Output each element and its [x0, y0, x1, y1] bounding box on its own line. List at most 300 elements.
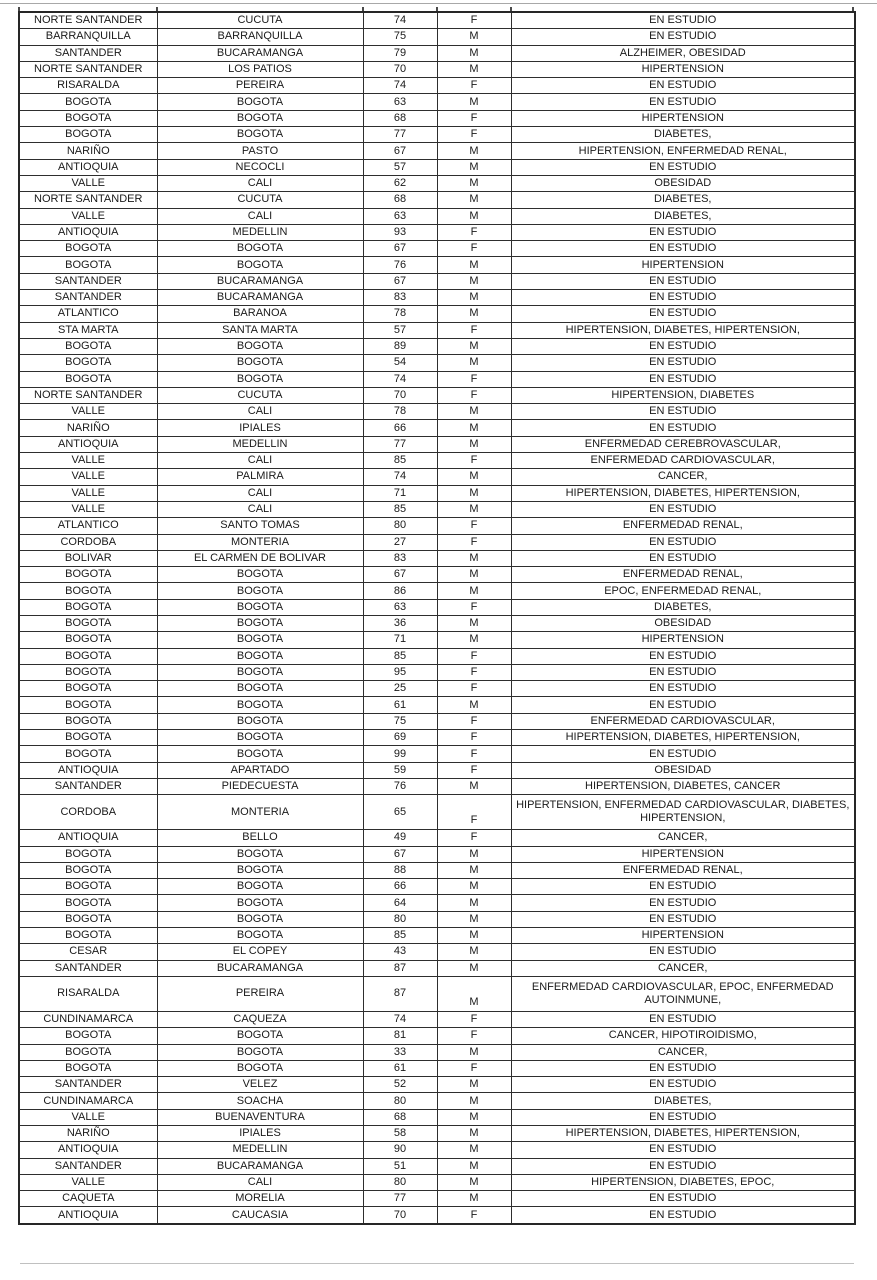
- sex-cell: M: [437, 1158, 511, 1174]
- table-row: [19, 94, 855, 110]
- department-cell: SANTANDER: [19, 273, 157, 289]
- department-cell: BOGOTA: [19, 664, 157, 680]
- department-cell: VALLE: [19, 453, 157, 469]
- table-row: [19, 208, 855, 224]
- city-cell: CUCUTA: [157, 12, 363, 29]
- age-cell: 67: [363, 143, 437, 159]
- table-row: [19, 928, 855, 944]
- sex-cell: F: [437, 713, 511, 729]
- condition-cell: EN ESTUDIO: [511, 648, 855, 664]
- age-cell: 68: [363, 192, 437, 208]
- city-cell: BOGOTA: [157, 681, 363, 697]
- table-row: [19, 453, 855, 469]
- table-row: [19, 387, 855, 403]
- department-cell: STA MARTA: [19, 322, 157, 338]
- city-cell: BARRANQUILLA: [157, 29, 363, 45]
- condition-cell: EN ESTUDIO: [511, 681, 855, 697]
- condition-cell: HIPERTENSION, DIABETES, HIPERTENSION,: [511, 485, 855, 501]
- city-cell: CALI: [157, 501, 363, 517]
- sex-cell: M: [437, 632, 511, 648]
- department-cell: ANTIOQUIA: [19, 159, 157, 175]
- condition-cell: HIPERTENSION: [511, 846, 855, 862]
- sex-cell: M: [437, 960, 511, 976]
- age-cell: 68: [363, 110, 437, 126]
- department-cell: BOGOTA: [19, 257, 157, 273]
- department-cell: BOGOTA: [19, 928, 157, 944]
- age-cell: 54: [363, 355, 437, 371]
- department-cell: BOGOTA: [19, 127, 157, 143]
- department-cell: SANTANDER: [19, 960, 157, 976]
- department-cell: BOGOTA: [19, 697, 157, 713]
- sex-cell: F: [437, 127, 511, 143]
- table-row: [19, 1142, 855, 1158]
- age-cell: 51: [363, 1158, 437, 1174]
- sex-cell: M: [437, 420, 511, 436]
- age-cell: 67: [363, 273, 437, 289]
- department-cell: CUNDINAMARCA: [19, 1011, 157, 1027]
- age-cell: 80: [363, 518, 437, 534]
- department-cell: NARIÑO: [19, 1126, 157, 1142]
- sex-cell: F: [437, 12, 511, 29]
- age-cell: 74: [363, 469, 437, 485]
- department-cell: BOGOTA: [19, 355, 157, 371]
- age-cell: 80: [363, 1174, 437, 1190]
- condition-cell: HIPERTENSION: [511, 110, 855, 126]
- condition-cell: EN ESTUDIO: [511, 94, 855, 110]
- city-cell: VELEZ: [157, 1077, 363, 1093]
- sex-cell: M: [437, 928, 511, 944]
- sex-cell: F: [437, 830, 511, 846]
- age-cell: 36: [363, 615, 437, 631]
- city-cell: BOGOTA: [157, 648, 363, 664]
- city-cell: BOGOTA: [157, 730, 363, 746]
- age-cell: 61: [363, 1060, 437, 1076]
- condition-cell: ENFERMEDAD RENAL,: [511, 862, 855, 878]
- department-cell: BOGOTA: [19, 1028, 157, 1044]
- department-cell: NARIÑO: [19, 143, 157, 159]
- city-cell: SANTO TOMAS: [157, 518, 363, 534]
- sex-cell: M: [437, 175, 511, 191]
- condition-cell: HIPERTENSION: [511, 61, 855, 77]
- condition-cell: HIPERTENSION, DIABETES, EPOC,: [511, 1174, 855, 1190]
- age-cell: 83: [363, 550, 437, 566]
- condition-cell: HIPERTENSION: [511, 632, 855, 648]
- department-cell: SANTANDER: [19, 45, 157, 61]
- age-cell: 25: [363, 681, 437, 697]
- condition-cell: EN ESTUDIO: [511, 78, 855, 94]
- table-row: [19, 1077, 855, 1093]
- city-cell: IPIALES: [157, 420, 363, 436]
- condition-cell: EN ESTUDIO: [511, 534, 855, 550]
- sex-cell: M: [437, 61, 511, 77]
- age-cell: 49: [363, 830, 437, 846]
- table-row: [19, 534, 855, 550]
- department-cell: BOGOTA: [19, 846, 157, 862]
- condition-cell: EN ESTUDIO: [511, 1011, 855, 1027]
- condition-cell: CANCER,: [511, 469, 855, 485]
- age-cell: 71: [363, 485, 437, 501]
- city-cell: BUCARAMANGA: [157, 45, 363, 61]
- sex-cell: M: [437, 273, 511, 289]
- table-row: [19, 404, 855, 420]
- department-cell: VALLE: [19, 501, 157, 517]
- age-cell: 87: [363, 976, 437, 1011]
- sex-cell: F: [437, 762, 511, 778]
- age-cell: 85: [363, 453, 437, 469]
- city-cell: EL CARMEN DE BOLIVAR: [157, 550, 363, 566]
- age-cell: 80: [363, 1093, 437, 1109]
- condition-cell: EN ESTUDIO: [511, 1207, 855, 1224]
- condition-cell: ALZHEIMER, OBESIDAD: [511, 45, 855, 61]
- table-row: [19, 127, 855, 143]
- table-row: [19, 322, 855, 338]
- age-cell: 63: [363, 94, 437, 110]
- city-cell: APARTADO: [157, 762, 363, 778]
- condition-cell: HIPERTENSION, DIABETES, HIPERTENSION,: [511, 730, 855, 746]
- city-cell: BOGOTA: [157, 1044, 363, 1060]
- table-row: [19, 830, 855, 846]
- sex-cell: F: [437, 1011, 511, 1027]
- city-cell: BOGOTA: [157, 257, 363, 273]
- department-cell: VALLE: [19, 208, 157, 224]
- city-cell: BOGOTA: [157, 583, 363, 599]
- age-cell: 90: [363, 1142, 437, 1158]
- city-cell: MEDELLIN: [157, 436, 363, 452]
- sex-cell: M: [437, 501, 511, 517]
- department-cell: BOGOTA: [19, 911, 157, 927]
- city-cell: BOGOTA: [157, 127, 363, 143]
- sex-cell: F: [437, 1060, 511, 1076]
- city-cell: BOGOTA: [157, 911, 363, 927]
- age-cell: 74: [363, 12, 437, 29]
- sex-cell: M: [437, 1142, 511, 1158]
- sex-cell: M: [437, 846, 511, 862]
- city-cell: BUCARAMANGA: [157, 290, 363, 306]
- sex-cell: M: [437, 94, 511, 110]
- sex-cell: M: [437, 944, 511, 960]
- condition-cell: DIABETES,: [511, 208, 855, 224]
- table-row: [19, 944, 855, 960]
- department-cell: VALLE: [19, 1109, 157, 1125]
- city-cell: BOGOTA: [157, 371, 363, 387]
- department-cell: VALLE: [19, 175, 157, 191]
- city-cell: SANTA MARTA: [157, 322, 363, 338]
- condition-cell: DIABETES,: [511, 1093, 855, 1109]
- age-cell: 88: [363, 862, 437, 878]
- sex-cell: F: [437, 795, 511, 830]
- sex-cell: F: [437, 599, 511, 615]
- city-cell: LOS PATIOS: [157, 61, 363, 77]
- condition-cell: EN ESTUDIO: [511, 338, 855, 354]
- city-cell: MONTERIA: [157, 534, 363, 550]
- department-cell: NORTE SANTANDER: [19, 61, 157, 77]
- city-cell: BOGOTA: [157, 1028, 363, 1044]
- cropped-row-artifact-top: [0, 3, 877, 4]
- sex-cell: M: [437, 469, 511, 485]
- table-row: [19, 664, 855, 680]
- sex-cell: M: [437, 159, 511, 175]
- age-cell: 74: [363, 1011, 437, 1027]
- table-row: [19, 632, 855, 648]
- department-cell: CESAR: [19, 944, 157, 960]
- city-cell: CALI: [157, 208, 363, 224]
- age-cell: 76: [363, 257, 437, 273]
- sex-cell: M: [437, 355, 511, 371]
- table-row: [19, 730, 855, 746]
- department-cell: BOGOTA: [19, 583, 157, 599]
- table-row: [19, 713, 855, 729]
- condition-cell: CANCER,: [511, 1044, 855, 1060]
- condition-cell: ENFERMEDAD CARDIOVASCULAR, EPOC, ENFERMEDAD AUTOINMUNE,: [511, 976, 855, 1011]
- condition-cell: EN ESTUDIO: [511, 224, 855, 240]
- table-row: [19, 879, 855, 895]
- department-cell: ANTIOQUIA: [19, 436, 157, 452]
- table-row: [19, 257, 855, 273]
- sex-cell: M: [437, 1191, 511, 1207]
- department-cell: ANTIOQUIA: [19, 1207, 157, 1224]
- age-cell: 63: [363, 208, 437, 224]
- table-row: [19, 110, 855, 126]
- department-cell: SANTANDER: [19, 778, 157, 794]
- condition-cell: HIPERTENSION, ENFERMEDAD RENAL,: [511, 143, 855, 159]
- age-cell: 77: [363, 127, 437, 143]
- table-row: [19, 648, 855, 664]
- condition-cell: HIPERTENSION: [511, 928, 855, 944]
- condition-cell: EN ESTUDIO: [511, 550, 855, 566]
- condition-cell: EN ESTUDIO: [511, 1077, 855, 1093]
- table-row: [19, 1158, 855, 1174]
- condition-cell: HIPERTENSION, DIABETES: [511, 387, 855, 403]
- table-row: [19, 192, 855, 208]
- city-cell: BOGOTA: [157, 615, 363, 631]
- age-cell: 74: [363, 78, 437, 94]
- department-cell: BOGOTA: [19, 338, 157, 354]
- age-cell: 77: [363, 436, 437, 452]
- table-row: [19, 371, 855, 387]
- city-cell: MEDELLIN: [157, 1142, 363, 1158]
- table-row: [19, 1044, 855, 1060]
- age-cell: 66: [363, 420, 437, 436]
- sex-cell: F: [437, 453, 511, 469]
- table-row: [19, 485, 855, 501]
- city-cell: CALI: [157, 1174, 363, 1190]
- sex-cell: M: [437, 208, 511, 224]
- sex-cell: M: [437, 615, 511, 631]
- age-cell: 70: [363, 387, 437, 403]
- department-cell: NARIÑO: [19, 420, 157, 436]
- city-cell: BOGOTA: [157, 338, 363, 354]
- table-row: [19, 436, 855, 452]
- table-row: [19, 895, 855, 911]
- department-cell: BOGOTA: [19, 713, 157, 729]
- department-cell: NORTE SANTANDER: [19, 192, 157, 208]
- age-cell: 69: [363, 730, 437, 746]
- table-row: [19, 615, 855, 631]
- city-cell: BOGOTA: [157, 94, 363, 110]
- table-row: [19, 12, 855, 29]
- city-cell: BOGOTA: [157, 110, 363, 126]
- sex-cell: F: [437, 371, 511, 387]
- sex-cell: M: [437, 778, 511, 794]
- table-row: [19, 1028, 855, 1044]
- table-row: [19, 1060, 855, 1076]
- age-cell: 79: [363, 45, 437, 61]
- city-cell: CALI: [157, 453, 363, 469]
- condition-cell: ENFERMEDAD CARDIOVASCULAR,: [511, 453, 855, 469]
- age-cell: 85: [363, 928, 437, 944]
- sex-cell: F: [437, 730, 511, 746]
- city-cell: PASTO: [157, 143, 363, 159]
- condition-cell: EN ESTUDIO: [511, 159, 855, 175]
- age-cell: 78: [363, 404, 437, 420]
- age-cell: 80: [363, 911, 437, 927]
- sex-cell: F: [437, 534, 511, 550]
- table-row: [19, 862, 855, 878]
- condition-cell: CANCER,: [511, 960, 855, 976]
- city-cell: MEDELLIN: [157, 224, 363, 240]
- city-cell: BOGOTA: [157, 746, 363, 762]
- sex-cell: M: [437, 550, 511, 566]
- city-cell: BOGOTA: [157, 632, 363, 648]
- department-cell: BOGOTA: [19, 1044, 157, 1060]
- table-row: [19, 795, 855, 830]
- sex-cell: M: [437, 290, 511, 306]
- table-row: [19, 469, 855, 485]
- table-row: [19, 1093, 855, 1109]
- sex-cell: M: [437, 1044, 511, 1060]
- table-row: [19, 762, 855, 778]
- condition-cell: EN ESTUDIO: [511, 879, 855, 895]
- department-cell: NORTE SANTANDER: [19, 12, 157, 29]
- sex-cell: M: [437, 143, 511, 159]
- department-cell: VALLE: [19, 1174, 157, 1190]
- department-cell: BOGOTA: [19, 94, 157, 110]
- sex-cell: M: [437, 862, 511, 878]
- table-row: [19, 1174, 855, 1190]
- department-cell: BOGOTA: [19, 632, 157, 648]
- sex-cell: F: [437, 241, 511, 257]
- condition-cell: EN ESTUDIO: [511, 697, 855, 713]
- sex-cell: F: [437, 322, 511, 338]
- table-row: [19, 45, 855, 61]
- age-cell: 99: [363, 746, 437, 762]
- department-cell: BOGOTA: [19, 110, 157, 126]
- city-cell: BOGOTA: [157, 928, 363, 944]
- sex-cell: M: [437, 879, 511, 895]
- condition-cell: EN ESTUDIO: [511, 664, 855, 680]
- condition-cell: EN ESTUDIO: [511, 306, 855, 322]
- sex-cell: M: [437, 583, 511, 599]
- city-cell: BUENAVENTURA: [157, 1109, 363, 1125]
- table-row: [19, 290, 855, 306]
- department-cell: ANTIOQUIA: [19, 762, 157, 778]
- department-cell: ANTIOQUIA: [19, 1142, 157, 1158]
- age-cell: 75: [363, 29, 437, 45]
- cases-table: [18, 11, 856, 1225]
- department-cell: ANTIOQUIA: [19, 224, 157, 240]
- age-cell: 75: [363, 713, 437, 729]
- sex-cell: F: [437, 78, 511, 94]
- city-cell: BUCARAMANGA: [157, 1158, 363, 1174]
- sex-cell: M: [437, 697, 511, 713]
- age-cell: 76: [363, 778, 437, 794]
- age-cell: 68: [363, 1109, 437, 1125]
- sex-cell: M: [437, 45, 511, 61]
- table-row: [19, 420, 855, 436]
- condition-cell: EN ESTUDIO: [511, 371, 855, 387]
- age-cell: 70: [363, 1207, 437, 1224]
- city-cell: PIEDECUESTA: [157, 778, 363, 794]
- table-row: [19, 273, 855, 289]
- condition-cell: HIPERTENSION: [511, 257, 855, 273]
- condition-cell: DIABETES,: [511, 192, 855, 208]
- age-cell: 67: [363, 567, 437, 583]
- department-cell: BOGOTA: [19, 615, 157, 631]
- table-row: [19, 61, 855, 77]
- table-row: [19, 241, 855, 257]
- age-cell: 93: [363, 224, 437, 240]
- table-row: [19, 143, 855, 159]
- table-row: [19, 976, 855, 1011]
- table-row: [19, 224, 855, 240]
- sex-cell: F: [437, 648, 511, 664]
- department-cell: NORTE SANTANDER: [19, 387, 157, 403]
- age-cell: 58: [363, 1126, 437, 1142]
- sex-cell: M: [437, 1077, 511, 1093]
- table-row: [19, 1126, 855, 1142]
- sex-cell: M: [437, 911, 511, 927]
- department-cell: BOGOTA: [19, 730, 157, 746]
- sex-cell: F: [437, 681, 511, 697]
- condition-cell: ENFERMEDAD CARDIOVASCULAR,: [511, 713, 855, 729]
- age-cell: 57: [363, 159, 437, 175]
- table-row: [19, 599, 855, 615]
- age-cell: 66: [363, 879, 437, 895]
- condition-cell: EN ESTUDIO: [511, 241, 855, 257]
- condition-cell: EN ESTUDIO: [511, 273, 855, 289]
- department-cell: VALLE: [19, 469, 157, 485]
- sex-cell: F: [437, 1207, 511, 1224]
- department-cell: SANTANDER: [19, 290, 157, 306]
- table-row: [19, 697, 855, 713]
- city-cell: CAUCASIA: [157, 1207, 363, 1224]
- condition-cell: ENFERMEDAD RENAL,: [511, 518, 855, 534]
- department-cell: ATLANTICO: [19, 518, 157, 534]
- city-cell: PEREIRA: [157, 78, 363, 94]
- table-row: [19, 306, 855, 322]
- condition-cell: CANCER, HIPOTIROIDISMO,: [511, 1028, 855, 1044]
- age-cell: 52: [363, 1077, 437, 1093]
- condition-cell: HIPERTENSION, DIABETES, HIPERTENSION,: [511, 1126, 855, 1142]
- sex-cell: M: [437, 1174, 511, 1190]
- sex-cell: M: [437, 1093, 511, 1109]
- department-cell: BOGOTA: [19, 879, 157, 895]
- condition-cell: EN ESTUDIO: [511, 1060, 855, 1076]
- age-cell: 85: [363, 501, 437, 517]
- city-cell: CAQUEZA: [157, 1011, 363, 1027]
- sex-cell: F: [437, 387, 511, 403]
- age-cell: 27: [363, 534, 437, 550]
- sex-cell: M: [437, 192, 511, 208]
- department-cell: BOGOTA: [19, 1060, 157, 1076]
- condition-cell: HIPERTENSION, DIABETES, HIPERTENSION,: [511, 322, 855, 338]
- sex-cell: M: [437, 895, 511, 911]
- table-row: [19, 583, 855, 599]
- table-row: [19, 746, 855, 762]
- sex-cell: M: [437, 567, 511, 583]
- condition-cell: EPOC, ENFERMEDAD RENAL,: [511, 583, 855, 599]
- age-cell: 85: [363, 648, 437, 664]
